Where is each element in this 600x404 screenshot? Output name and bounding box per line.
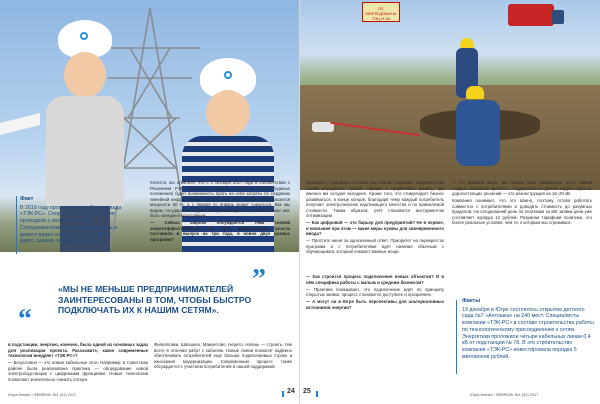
page-number-bar: [282, 391, 284, 397]
page-number-left: 24: [287, 388, 295, 395]
paragraph: Компания понимает, что это важно, поэтому готова работать совместно с потребителями и доводить стоимость до разумных пределов. На сегодняшний день по платежам за кВт заявки цена уже составляет порядка 12 рублей. Разумная тарифная политика, это более реальные условия, чем те, к которым мы стремимся.: [452, 198, 592, 225]
fact-right-title: Факты: [462, 298, 481, 304]
paragraph: — Безусловно — это новые кабельные сети. Например, в Советском районе была реализована практика — оборудование новой электроподстанции с цифровыми функциями. Новые технологии позволяют значительно снизить потери.: [8, 360, 148, 382]
close-quote-icon: ”: [252, 264, 266, 295]
column-mid-top: [150, 180, 290, 244]
open-quote-icon: “: [18, 304, 32, 335]
page-number-right: 25: [303, 388, 311, 395]
fact-left-rule: [16, 196, 17, 254]
page-number-bar: [316, 391, 318, 397]
fact-left-text: В 2016 году прошла первая Спартакиада «ТЭК-РС». Спортивные соревнования проходили с июня по октябрь. Сотрудники компании соревновались в девяти видах спорта: мини-футболе, дартс, шашки, водное поло и т. д.: [20, 204, 122, 245]
column-right-b: [452, 180, 592, 227]
fact-box-left: [20, 196, 122, 245]
column-bottom-left: [8, 342, 148, 384]
child-face: [64, 52, 106, 98]
pull-quote: «МЫ НЕ МЕНЬШЕ ПРЕДПРИНИМАТЕЛЕЙ ЗАИНТЕРЕСОВАНЫ В ТОМ, ЧТОБЫ БЫСТРО ПОДКЛЮЧАТЬ ИХ К НАШИМ СЕТЯМ».: [58, 284, 252, 315]
paragraph: — Простите меня за однозначный ответ. Приоритет на перекресток программ и с потребителями идёт начиная обычным с обучающимся, который покажет важные вещи.: [306, 238, 444, 254]
fact-left-title: Факт: [20, 196, 34, 202]
column-bottom-mid: [154, 342, 292, 371]
worker-body: [456, 100, 500, 166]
yellow-hardhat-icon: [460, 38, 474, 48]
helmet-logo-icon: [224, 71, 232, 79]
paragraph: Филипповки, Шапшино, Мамонтово, Нерито, Нягань — строить, тем всего в отличии работ с кабелем. Новые линии позволят надёжно обеспечивать потребителей ещё больше подключаемых строек и изыскания модернизации. Современный процесс также обсуждается с участием потребителей и нашей поддержкой.: [154, 342, 292, 369]
question: — Как цифровой — это барьер для предприятий? Не в первое, и компания при этом — какие меры нужны для своевременного ввода?: [306, 220, 444, 236]
question: — Сейчас широко обсуждается тема «новой энергоэффективности». Но суть, федеральные власти поставили в выпуск на три года, в новое двух разных программ?: [150, 220, 290, 242]
child-shirt: [46, 96, 124, 206]
question: — Как строится процесс подключения новых объектов? И в чём специфика работы с малым и средним бизнесом?: [306, 274, 444, 285]
fact-right-rule: [456, 300, 457, 374]
helmet-logo-icon: [80, 32, 88, 40]
footer-left: Югра бизнес / ФЕВРАЛЬ №1 (51) 2017: [8, 393, 77, 397]
fact-box-right: [462, 298, 594, 360]
fact-right-text: 19 декабря в Югре состоялось открытие детского сада №7 «Антошка» на 240 мест. Специалисты компании «ТЭК-РС» в составе строительства работы по технологическому присоединению к сетям. Энергетики проложили четыре кабельных линии 0,4 кВ от подстанции № 78. В это строительство компания «ТЭК-РС» инвестировала порядка 5 миллионов рублей.: [462, 306, 594, 360]
paragraph: — По крайней мере, мы готовы этим заниматься. Есть заявки создать линейные проекты с поддержкой на уровне округа. Одно из дорогостоящих решений — это реконструкция на 16–20 кВ.: [452, 180, 592, 196]
column-bottom-right: [306, 274, 444, 312]
substation-sign: ПС НЕФТЕДОБЫЧА ТЭЦ Н-34: [362, 2, 400, 22]
paragraph: проверите. Подобные системы уже сейчас позволяют потребителям самим определить лучшие тарифы и эффективно решать, где именно им сегодня выгоднее. Кроме того, это стимулирует бизнес развиваться, в конце концов, благодаря чему каждый потребитель получает электроэнергию надлежащего качества и по приемлемой стоимости. Таким образом, учёт становится инструментом оптимизации.: [306, 180, 444, 218]
worker-front: [448, 86, 508, 166]
red-truck: [508, 4, 554, 26]
yellow-hardhat-icon: [466, 86, 484, 99]
column-right-a: [306, 180, 444, 256]
paragraph: Хочется, вы отметите, что с 1 октября 2017 года в соответствии с Решением РЭК Тюменской области, ХМАО и ЯНАО (единые положения) будет возможность брать на себя затраты по созданию линейной инфраструктуры до 150 кВт. Этот тонкий нюанс касается мощности 50 %, а с января по январь может снизиться. Как мы видим, государство создаёт все условия для того, чтобы бизнес мог быть конкурентоспособным.: [150, 180, 290, 218]
page-spread-divider: [299, 0, 300, 404]
workers-trench-photo: [300, 0, 600, 190]
child-face: [206, 90, 250, 136]
footer-right: Югра бизнес / ФЕВРАЛЬ №1 (51) 2017: [470, 393, 539, 397]
question: — А могут ли в Югре быть перспективы для альтернативных источников энергии?: [306, 299, 444, 310]
paragraph: — Практика показывает, что подключение идёт по принципу открытых заявок, процесс становится доступнее и прозрачнее.: [306, 286, 444, 297]
question: в подстанции, энергию, конечно, была одной из основных задач для реализации проекта. Расскажите, какие современные технологии внедряет «ТЭК-РС»?: [8, 342, 148, 358]
